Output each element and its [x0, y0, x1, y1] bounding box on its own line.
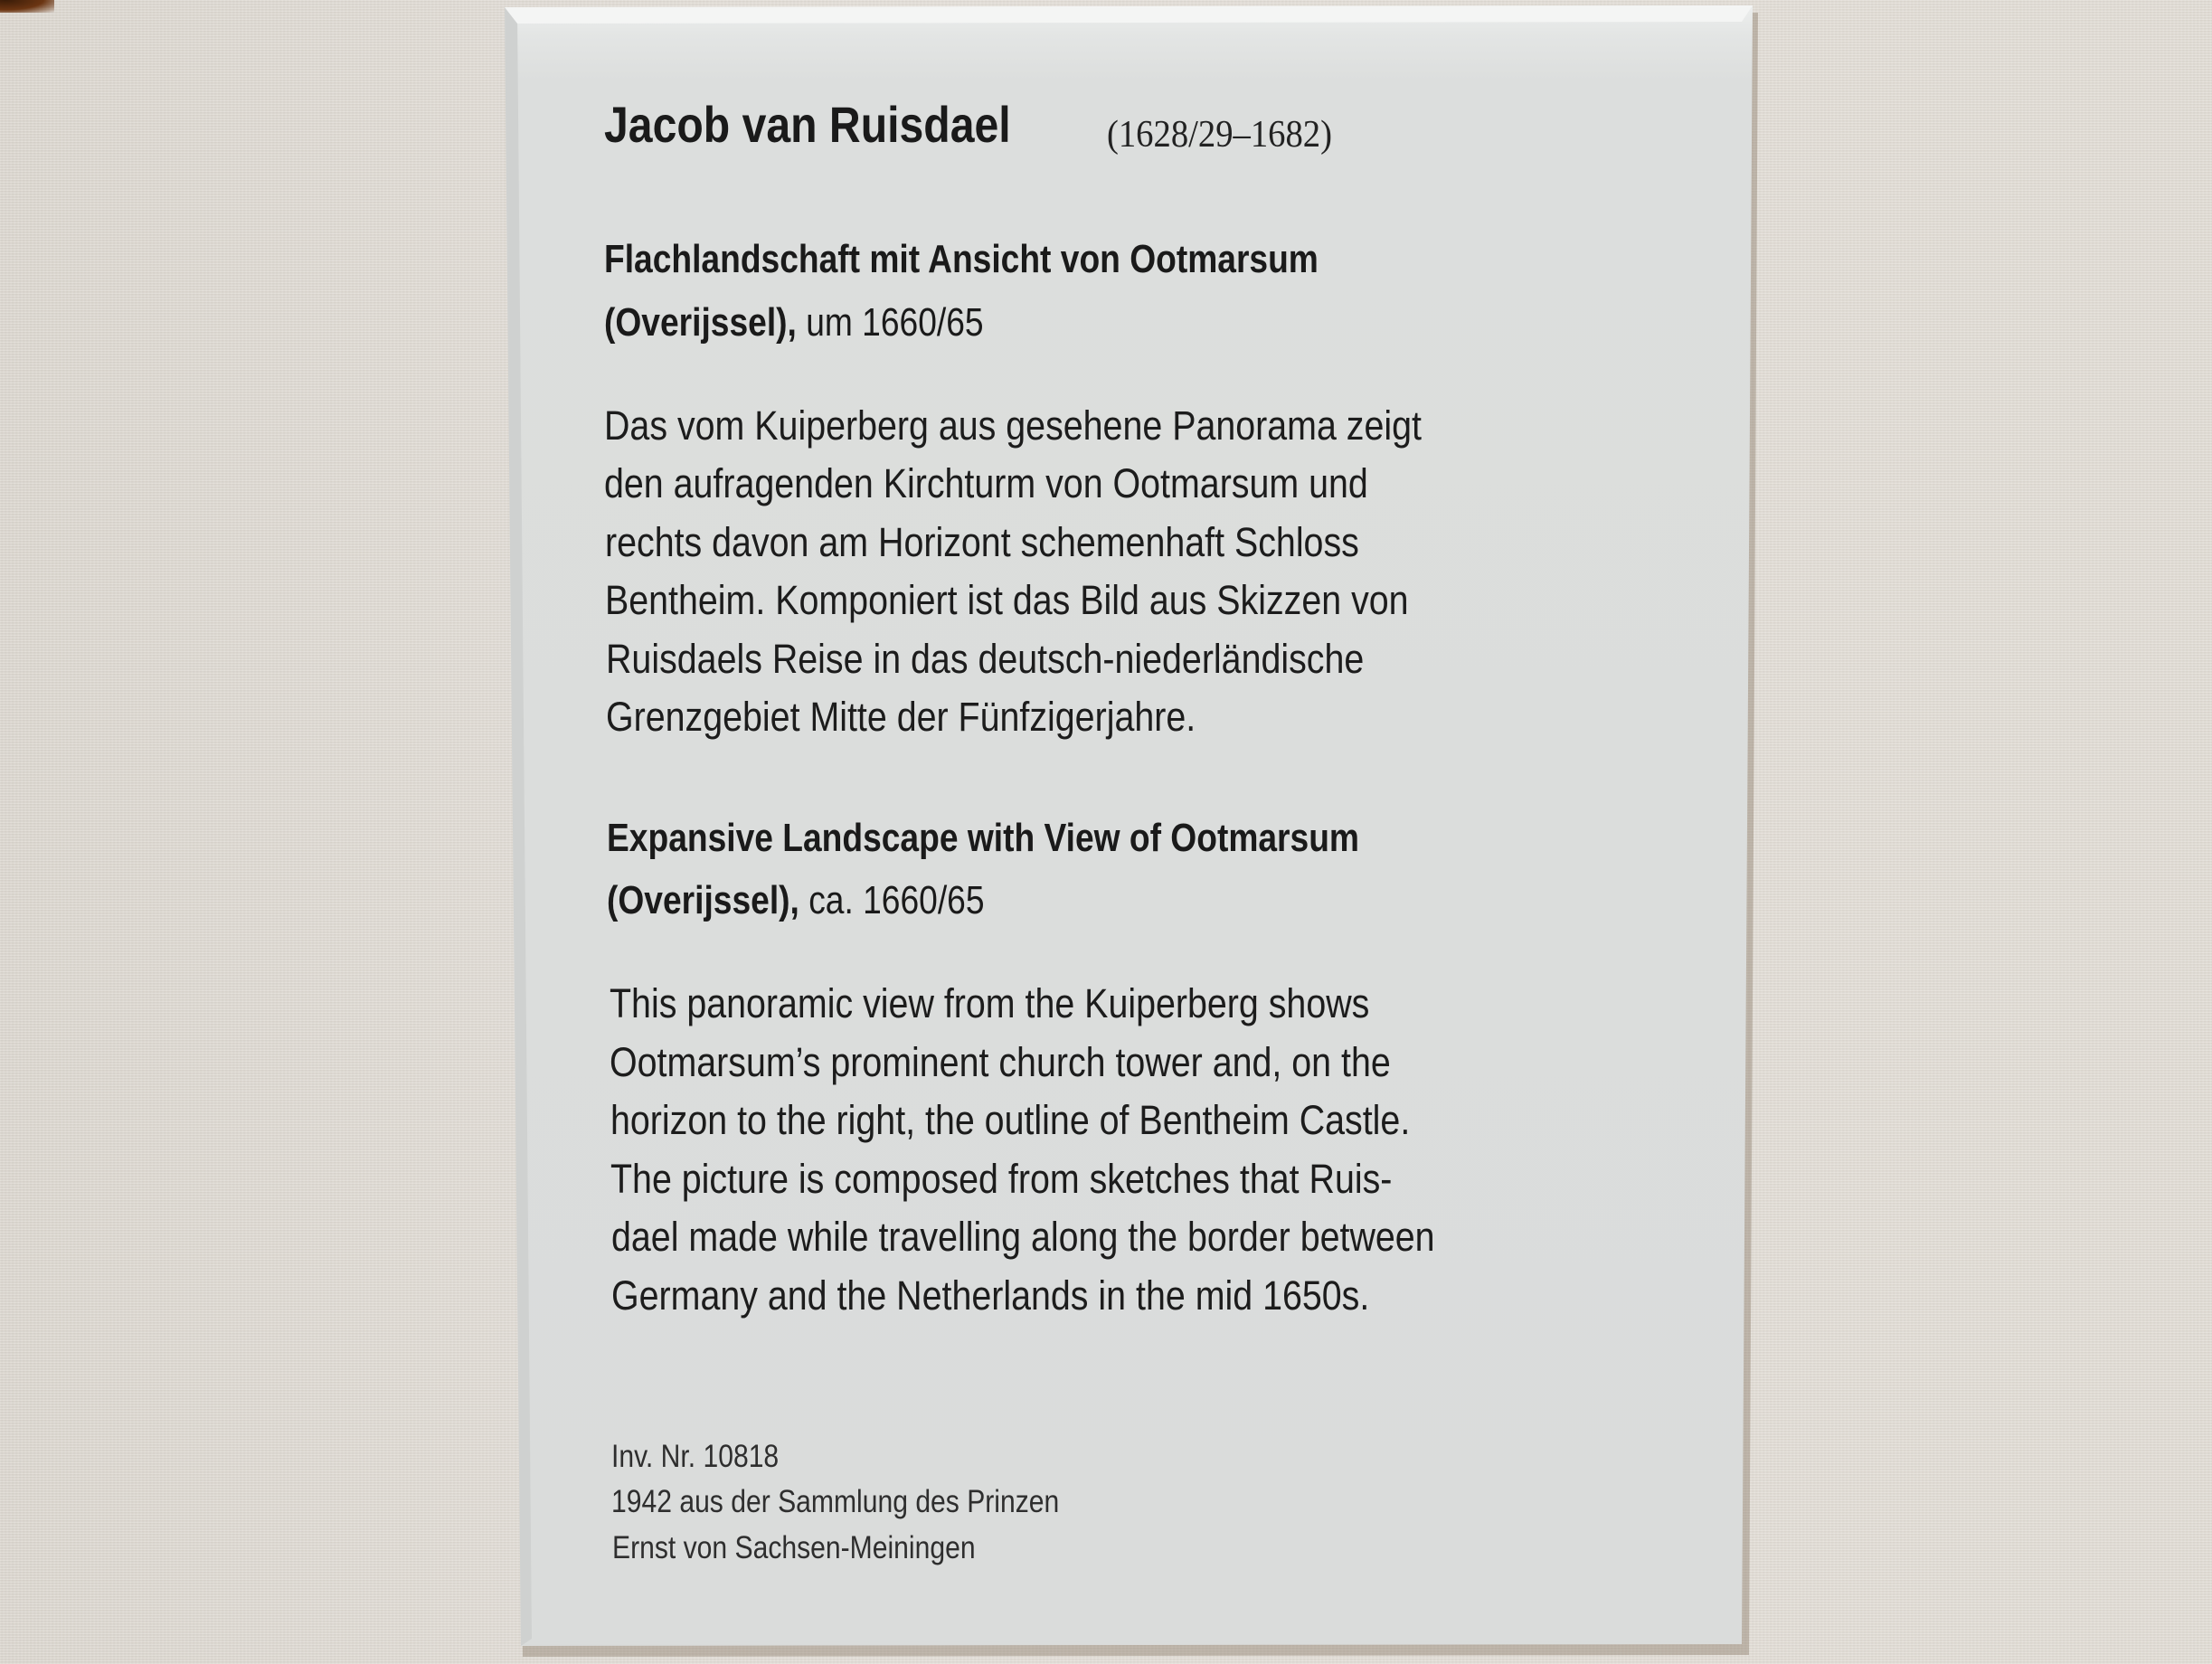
german-body-line: Grenzgebiet Mitte der Fünfzigerjahre.	[606, 694, 1196, 740]
german-body-line: den aufragenden Kirchturm von Ootmarsum und	[604, 460, 1368, 506]
german-body-line: Das vom Kuiperberg aus gesehene Panorama zeigt	[604, 402, 1422, 449]
english-title-line-2	[607, 878, 985, 922]
english-date: ca. 1660/65	[808, 878, 985, 922]
english-body-line: horizon to the right, the outline of Bentheim Castle.	[610, 1097, 1411, 1143]
german-body-line: rechts davon am Horizont schemenhaft Schloss	[605, 519, 1359, 565]
german-body-line: Bentheim. Komponiert ist das Bild aus Skizzen von	[605, 577, 1409, 623]
german-body-line: Ruisdaels Reise in das deutsch-niederländische	[606, 636, 1365, 682]
artist-name: Jacob van Ruisdael	[604, 96, 1011, 153]
german-title-line-2	[604, 300, 984, 345]
german-date: um 1660/65	[806, 300, 984, 345]
inventory-number: Inv. Nr. 10818	[611, 1439, 780, 1474]
english-body-line: Germany and the Netherlands in the mid 1650s.	[611, 1272, 1370, 1319]
picture-frame-corner	[0, 0, 54, 13]
english-body-line: The picture is composed from sketches that Ruis-	[610, 1156, 1393, 1202]
english-body-line: dael made while travelling along the border between	[611, 1214, 1435, 1260]
english-body-line: Ootmarsum’s prominent church tower and, on the	[610, 1039, 1391, 1085]
german-title-line-1: Flachlandschaft mit Ansicht von Ootmarsum	[604, 237, 1319, 281]
english-title-region: (Overijssel),	[607, 878, 799, 922]
english-body-line: This panoramic view from the Kuiperberg shows	[610, 980, 1370, 1026]
provenance-line-2: Ernst von Sachsen-Meiningen	[612, 1530, 976, 1565]
german-title-region: (Overijssel),	[604, 300, 797, 345]
artist-dates: (1628/29–1682)	[1107, 114, 1333, 156]
provenance-line-1: 1942 aus der Sammlung des Prinzen	[611, 1484, 1060, 1519]
english-title-line-1: Expansive Landscape with View of Ootmarsum	[607, 816, 1359, 860]
